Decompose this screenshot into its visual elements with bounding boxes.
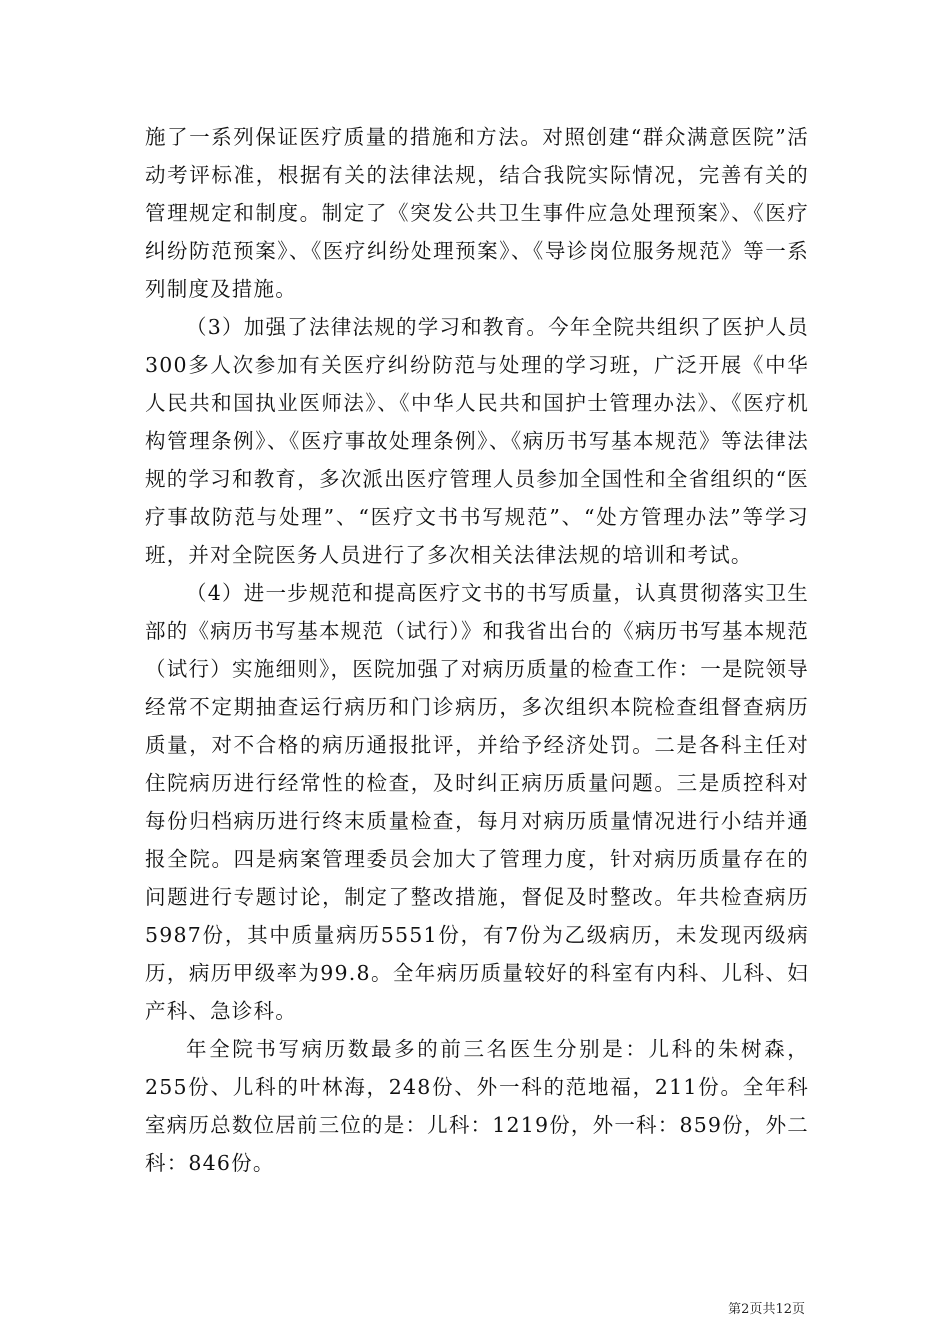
document-body — [145, 118, 809, 1182]
page-number: 第2页共12页 — [728, 1302, 805, 1317]
paragraph-continuation: 施了一系列保证医疗质量的措施和方法。对照创建“群众满意医院”活动考评标准，根据有关的法律法规，结合我院实际情况，完善有关的管理规定和制度。制定了《突发公共卫生事件应急处理预案》、《医疗纠纷防范预案》、《医疗纠纷处理预案》、《导诊岗位服务规范》等一系列制度及措施。 — [145, 125, 809, 301]
paragraph-legal-education: （3）加强了法律法规的学习和教育。今年全院共组织了医护人员300多人次参加有关医疗纠纷防范与处理的学习班，广泛开展《中华人民共和国执业医师法》、《中华人民共和国护士管理办法》、《医疗机构管理条例》、《医疗事故处理条例》、《病历书写基本规范》等法律法规的学习和教育，多次派出医疗管理人员参加全国性和全省组织的“医疗事故防范与处理”、“医疗文书书写规范”、“处方管理办法”等学习班，并对全院医务人员进行了多次相关法律法规的培训和考试。 — [145, 315, 809, 567]
paragraph-records-ranking: 年全院书写病历数最多的前三名医生分别是：儿科的朱树森，255份、儿科的叶林海，248份、外一科的范地福，211份。全年科室病历总数位居前三位的是：儿科：1219份，外一科：859份，外二科：846份。 — [145, 1037, 809, 1175]
paragraph-medical-records-quality: （4）进一步规范和提高医疗文书的书写质量，认真贯彻落实卫生部的《病历书写基本规范（试行）》和我省出台的《病历书写基本规范（试行）实施细则》，医院加强了对病历质量的检查工作：一是院领导经常不定期抽查运行病历和门诊病历，多次组织本院检查组督查病历质量，对不合格的病历通报批评，并给予经济处罚。二是各科主任对住院病历进行经常性的检查，及时纠正病历质量问题。三是质控科对每份归档病历进行终末质量检查，每月对病历质量情况进行小结并通报全院。四是病案管理委员会加大了管理力度，针对病历质量存在的问题进行专题讨论，制定了整改措施，督促及时整改。年共检查病历5987份，其中质量病历5551份，有7份为乙级病历，未发现丙级病历，病历甲级率为99.8。全年病历质量较好的科室有内科、儿科、妇产科、急诊科。 — [145, 581, 809, 1023]
